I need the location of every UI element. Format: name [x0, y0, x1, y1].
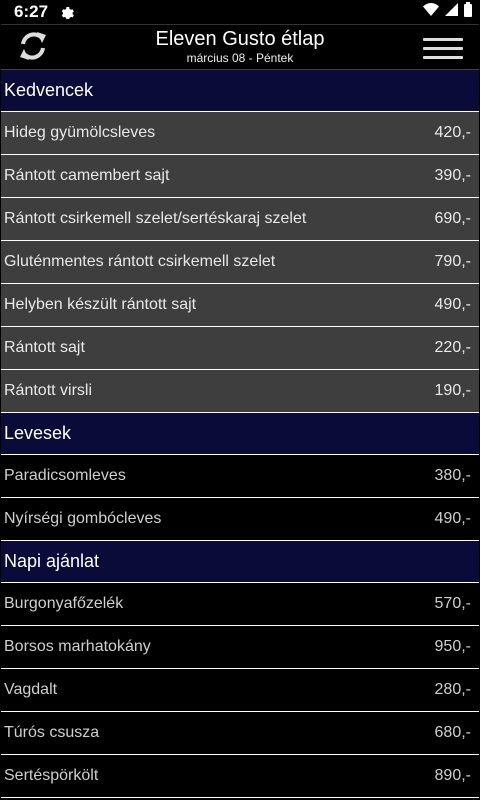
- hamburger-line: [423, 47, 463, 50]
- list-item[interactable]: [1, 370, 479, 413]
- item-price: 390,-: [434, 167, 471, 184]
- app-bar: [1, 24, 479, 70]
- item-name: Borsos marhatokány: [4, 638, 151, 655]
- item-price: 190,-: [434, 382, 471, 399]
- item-price: 380,-: [434, 467, 471, 484]
- item-price: 950,-: [434, 638, 471, 655]
- item-name: Rántott sajt: [4, 339, 85, 356]
- list-item[interactable]: [1, 455, 479, 498]
- item-price: 280,-: [434, 681, 471, 698]
- list-item[interactable]: [1, 112, 479, 155]
- item-price: 690,-: [434, 210, 471, 227]
- hamburger-line: [423, 56, 463, 59]
- battery-icon: [464, 2, 472, 22]
- item-name: Burgonyafőzelék: [4, 595, 124, 612]
- title-block: [1, 27, 479, 65]
- menu-button[interactable]: [423, 31, 463, 65]
- item-price: 680,-: [434, 724, 471, 741]
- item-name: Gluténmentes rántott csirkemell szelet: [4, 253, 276, 270]
- list-item[interactable]: [1, 498, 479, 541]
- item-name: Sertéspörkölt: [4, 767, 99, 784]
- list-item[interactable]: [1, 284, 479, 327]
- item-name: Nyírségi gombócleves: [4, 510, 162, 527]
- item-price: 890,-: [434, 767, 471, 784]
- item-name: Paradicsomleves: [4, 467, 126, 484]
- list-item[interactable]: [1, 755, 479, 798]
- item-price: 220,-: [434, 339, 471, 356]
- list-item[interactable]: [1, 712, 479, 755]
- hamburger-menu-icon: [423, 38, 463, 41]
- item-name: Rántott camembert sajt: [4, 167, 170, 184]
- item-name: Rántott virsli: [4, 382, 93, 399]
- item-price: 790,-: [434, 253, 471, 270]
- wifi-icon: [423, 3, 439, 21]
- list-item[interactable]: [1, 241, 479, 284]
- item-name: Helyben készült rántott sajt: [4, 296, 197, 313]
- list-item[interactable]: [1, 327, 479, 370]
- list-item[interactable]: [1, 198, 479, 241]
- section-header-kedvencek: Kedvencek: [1, 70, 479, 112]
- item-name: Vagdalt: [4, 681, 58, 698]
- list-item[interactable]: [1, 155, 479, 198]
- menu-list: [0, 70, 480, 798]
- item-name: Hideg gyümölcsleves: [4, 124, 156, 141]
- signal-icon: [445, 3, 458, 21]
- item-price: 420,-: [434, 124, 471, 141]
- page-subtitle: március 08 - Péntek: [186, 51, 294, 65]
- item-price: 490,-: [434, 296, 471, 313]
- item-price: 570,-: [434, 595, 471, 612]
- item-name: Túrós csusza: [4, 724, 100, 741]
- list-item[interactable]: [1, 669, 479, 712]
- status-icons: [423, 2, 472, 22]
- item-name: Rántott csirkemell szelet/sertéskaraj szelet: [4, 210, 307, 227]
- list-item[interactable]: [1, 583, 479, 626]
- list-item[interactable]: [1, 626, 479, 669]
- section-header-napi-ajanlat: Napi ajánlat: [1, 541, 479, 583]
- gear-icon: [60, 5, 74, 19]
- status-bar: [0, 0, 480, 24]
- item-price: 490,-: [434, 510, 471, 527]
- section-header-levesek: Levesek: [1, 413, 479, 455]
- status-time: 6:27: [14, 2, 49, 21]
- page-title: Eleven Gusto étlap: [155, 28, 325, 50]
